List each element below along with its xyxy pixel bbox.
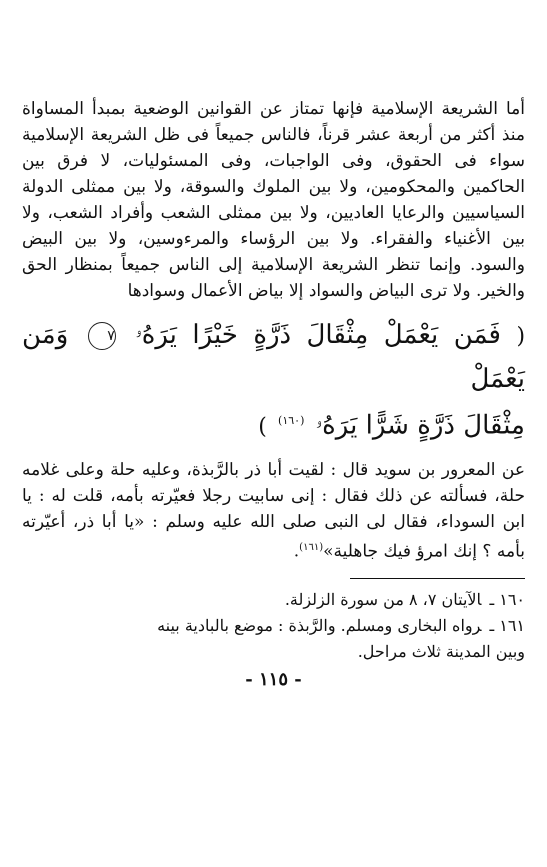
footnote-161-text: رواه البخارى ومسلم. والرَّبذة : موضع بالبادية بينه (157, 616, 482, 636)
verse-line-2-wrap (22, 400, 525, 449)
footnote-161-continuation-line (22, 639, 525, 665)
paragraph-equality (22, 96, 525, 304)
verse-line-2: مِثْقَالَ ذَرَّةٍ شَرًّا يَرَهُۥ (315, 410, 525, 441)
text-line: والمرءوسين، ولا بين البيض والسود. وإنما تنظر الشريعة الإسلامية (22, 229, 525, 275)
paragraph-hadith (22, 457, 525, 565)
verse-line-1-part-2: وَمَن يَعْمَلْ (22, 320, 525, 394)
text-line: ممثلى الدولة السياسيين والرعايا العاديين، ولا بين ممثلى الشعب (22, 177, 525, 223)
page-number: - ١١٥ - (245, 669, 302, 691)
verse-close-bracket: ) (258, 414, 267, 440)
text-line: عن المعرور بن سويد قال : لقيت أبا ذر بالرَّبذة، وعليه حلة (110, 459, 525, 480)
verse-open-bracket: ( (516, 324, 526, 349)
text-line: وأفراد الشعب، ولا بين الأغنياء والفقراء. ولا بين الرؤساء (22, 203, 526, 249)
footnote-161-continuation: وبين المدينة ثلاث مراحل. (357, 642, 525, 662)
footnote-160-text: الآيتان ٧، ٨ من سورة الزلزلة. (284, 590, 482, 610)
text-line: الإسلامية سواء فى الحقوق، وفى الواجبات، وفى المسئوليات، (22, 125, 525, 171)
text-line: وعلى غلامه حلة، فسألته عن ذلك فقال : إنى سابيت رجلا فعيّرته (22, 459, 525, 506)
ayah-number-marker: ٧ (88, 322, 116, 350)
hadith-last-line: وسلم : «يا أبا ذر، أعيّرته بأمه ؟ إنك امرؤ فيك جاهلية» (22, 511, 525, 562)
verse-footnote-ref: (١٦٠) (278, 414, 305, 427)
text-line: المساواة منذ أكثر من أربعة عشر قرناً، فالناس جميعاً فى ظل الشريعة (22, 99, 526, 145)
footnote-160-number: ١٦٠ ـ (489, 590, 525, 610)
footnote-161 (22, 613, 525, 639)
verse-line-1-part-1: فَمَن يَعْمَلْ مِثْقَالَ ذَرَّةٍ خَيْرًا يَرَهُۥ (135, 320, 501, 350)
text-line: إلا بياض الأعمال وسوادها (127, 281, 304, 301)
text-line: أما الشريعة الإسلامية فإنها تمتاز عن القوانين الوضعية بمبدأ (91, 99, 525, 119)
text-line: إلى الناس جميعاً بمنظار الحق والخير. ولا ترى البياض والسواد (22, 255, 525, 301)
hadith-end-mark: . (293, 541, 300, 562)
footnote-160 (22, 587, 525, 613)
book-page (22, 96, 525, 690)
quran-verse (22, 314, 525, 449)
text-line: لا فرق بين الحاكمين والمحكومين، ولا بين الملوك والسوقة، ولا بين (22, 151, 525, 197)
footnote-161-number: ١٦١ ـ (489, 616, 525, 636)
text-line: بأمه، قلت له : يا ابن السوداء، فقال لى النبى صلى الله عليه (22, 485, 526, 532)
hadith-footnote-ref: (١٦١) (299, 541, 324, 553)
footnote-separator (350, 578, 525, 579)
